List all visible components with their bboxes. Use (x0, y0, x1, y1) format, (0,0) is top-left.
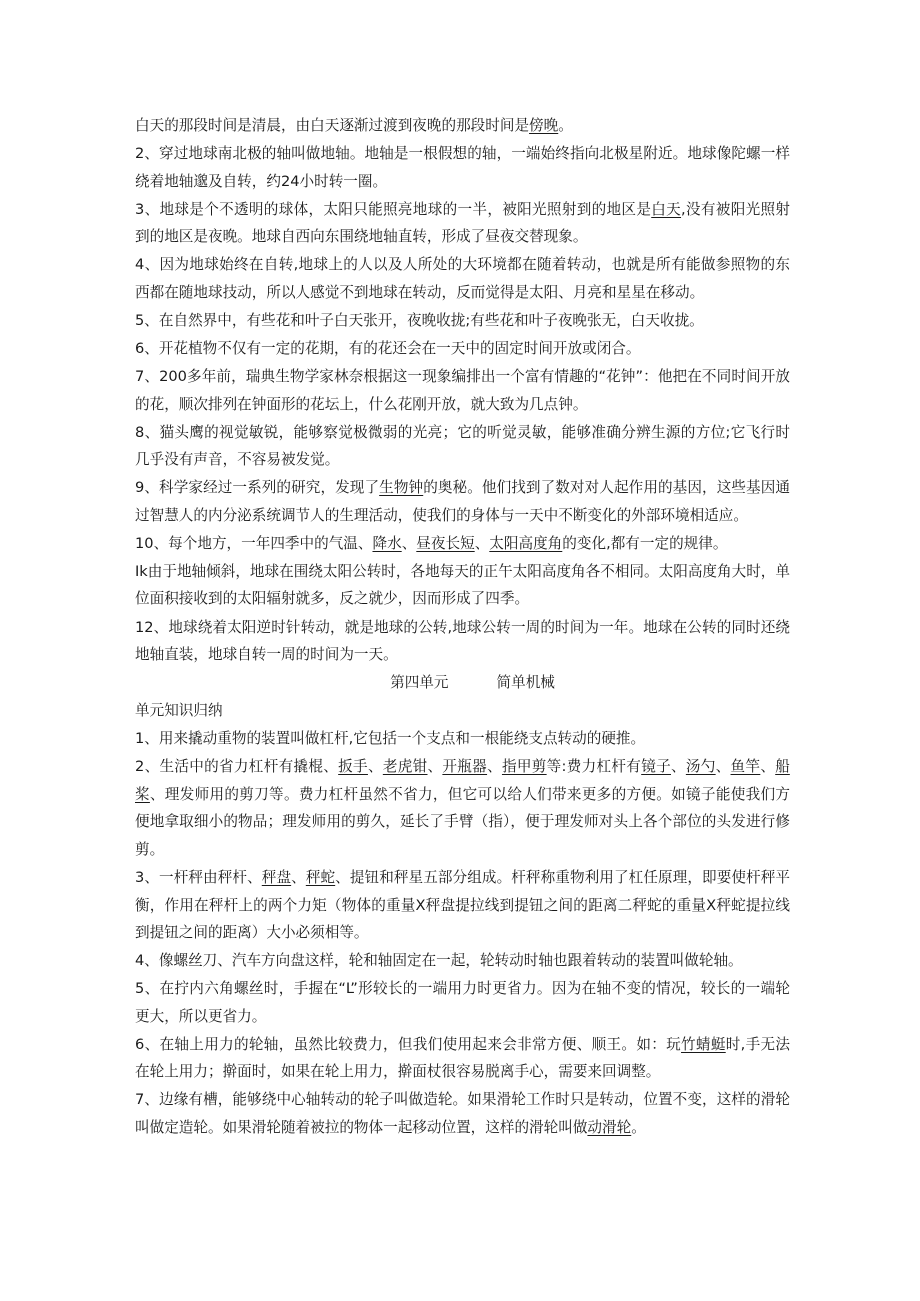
unit-heading (135, 669, 790, 697)
paragraph (135, 251, 790, 306)
section-label: 单元知识归纳 (135, 702, 223, 720)
underlined-term: 船桨 (135, 758, 790, 803)
text-run: 3、一杆秤由秤杆、 (135, 869, 262, 886)
underlined-term: 秤盘 (261, 869, 292, 886)
paragraph (135, 419, 790, 474)
underlined-term: 扳手 (338, 758, 368, 776)
paragraph-group-unit3 (135, 112, 790, 669)
text-run: 4、像螺丝刀、汽车方向盘这样，轮和轴固定在一起，轮转动时轴也跟着转动的装置叫做轮轴。 (135, 952, 743, 970)
text-run: 。 (558, 117, 573, 134)
text-run: 6、开花植物不仅有一定的花期，有的花还会在一天中的固定时间开放或闭合。 (135, 339, 641, 357)
underlined-term: 指甲剪 (501, 758, 547, 776)
text-run: 、理发师用的剪刀等。费力杠杆虽然不省力，但它可以给人们带来更多的方便。如镜子能使我们方便地拿取细小的物品；理发师用的剪久，延长了手臂（指），便于理发师对头上各个部位的头发进行修剪。 (135, 785, 790, 858)
underlined-term: 开瓶器 (442, 758, 488, 776)
paragraph (135, 335, 790, 363)
underlined-term: 太阳高度角 (489, 534, 563, 552)
text-run: 、 (291, 869, 306, 886)
text-run: 8、猫头鹰的视觉敏锐，能够察觉极微弱的光亮；它的听觉灵敏，能够准确分辨生源的方位;它飞行时几乎没有声音，不容易被发觉。 (135, 423, 790, 469)
paragraph (135, 363, 790, 418)
paragraph (135, 558, 790, 613)
paragraph (135, 307, 790, 335)
paragraph (135, 112, 790, 140)
text-run: 9、科学家经过一系列的研究，发现了 (135, 479, 380, 497)
paragraph-group-unit4 (135, 725, 790, 1141)
paragraph (135, 864, 790, 947)
paragraph (135, 196, 790, 251)
text-run: 的奥秘。他们找到了数对对人起作用的基因，这些基因通过智慧人的内分泌系统调节人的生理活动，使我们的身体与一天中不断变化的外部环境相适应。 (135, 479, 790, 524)
paragraph (135, 975, 790, 1030)
paragraph (135, 1031, 790, 1086)
text-run: 、提钮和秤星五部分组成。杆秤称重物利用了杠任原理，即要使杆秤平衡，作用在秤杆上的两个力矩（物体的重量X秤盘提拉线到提钮之间的距离二秤蛇的重量X秤蛇提拉线到提钮之间的距离）大小必须相等。 (135, 869, 790, 941)
text-run: 5、在自然界中，有些花和叶子白天张开，夜晚收拢;有些花和叶子夜晚张无，白天收拢。 (135, 311, 704, 329)
underlined-term: 傍晚 (529, 117, 559, 134)
text-run: 3、地球是个不透明的球体，太阳只能照亮地球的一半，被阳光照射到的地区是 (135, 200, 652, 218)
text-run: 、 (487, 758, 502, 776)
underlined-term: 动滑轮 (587, 1118, 632, 1136)
text-run: 、 (367, 758, 383, 776)
text-run: 2、穿过地球南北极的轴叫做地轴。地轴是一根假想的轴，一端始终指向北极星附近。地球像陀螺一样绕着地轴邈及自转，约24小时转一圈。 (135, 145, 790, 190)
text-run: 、 (427, 758, 443, 776)
paragraph (135, 614, 790, 669)
underlined-term: 镜子 (641, 758, 671, 776)
text-run: 2、生活中的省力杠杆有撬棍、 (135, 758, 339, 776)
paragraph (135, 530, 790, 558)
underlined-term: 鱼竿 (730, 758, 761, 776)
text-run: 4、因为地球始终在自转,地球上的人以及人所处的大环境都在随着转动，也就是所有能做参照物的东西都在随地球技动，所以人感觉不到地球在转动，反而觉得是太阳、月亮和星星在移动。 (135, 256, 790, 301)
text-run: 时,手无法在轮上用力；擀面时，如果在轮上用力，擀面杖很容易脱离手心，需要来回调整。 (135, 1035, 790, 1081)
underlined-term: 竹蜻蜓 (681, 1035, 726, 1053)
unit-title: 简单机械 (496, 674, 555, 692)
text-run: 、 (760, 758, 776, 776)
underlined-term: 汤勺 (685, 758, 716, 776)
text-run: 10、每个地方，一年四季中的气温、 (135, 534, 373, 552)
text-run: ,没有被阳光照射到的地区是夜晚。地球自西向东围绕地轴直转，形成了昼夜交替现象。 (135, 200, 790, 246)
text-run: 的变化,都有一定的规律。 (562, 534, 728, 552)
paragraph (135, 725, 790, 753)
paragraph (135, 140, 790, 195)
paragraph (135, 947, 790, 975)
underlined-term: 生物钟 (379, 479, 424, 497)
text-run: 等:费力杠杆有 (546, 758, 642, 776)
text-run: 5、在拧内六角螺丝时，手握在“L”形较长的一端用力时更省力。因为在轴不变的情况，较长的一端轮更大，所以更省力。 (135, 980, 790, 1025)
underlined-term: 白天 (651, 200, 682, 218)
underlined-term: 昼夜长短 (416, 534, 475, 552)
paragraph (135, 474, 790, 529)
underlined-term: 老虎钳 (382, 758, 428, 776)
text-run: 白天的那段时间是清晨，由白天逐渐过渡到夜晚的那段时间是 (135, 117, 530, 134)
unit-number: 第四单元 (390, 674, 449, 692)
text-run: 、 (401, 534, 417, 552)
text-run: 。 (631, 1118, 646, 1136)
text-run: 1、用来撬动重物的装置叫做杠杆,它包括一个支点和一根能绕支点转动的硬推。 (135, 730, 646, 748)
text-run: 7、200多年前，瑞典生物学家林奈根据这一现象编排出一个富有情趣的“花钟”：他把在不同时间开放的花，顺次排列在钟面形的花坛上，什么花刚开放，就大致为几点钟。 (135, 368, 790, 413)
underlined-term: 降水 (372, 534, 402, 552)
text-run: 、 (670, 758, 686, 776)
paragraph (135, 1086, 790, 1141)
text-run: Ik由于地轴倾斜，地球在围绕太阳公转时，各地每天的正午太阳高度角各不相同。太阳高度角大时，单位面积接收到的太阳辐射就多，反之就少，因而形成了四季。 (135, 562, 790, 608)
text-run: 、 (715, 758, 731, 776)
document-body (135, 112, 790, 1142)
underlined-term: 秤蛇 (305, 869, 336, 886)
text-run: 7、边缘有槽，能够绕中心轴转动的轮子叫做造轮。如果滑轮工作时只是转动，位置不变，这样的滑轮叫做定造轮。如果滑轮随着被拉的物体一起移动位置，这样的滑轮叫做 (135, 1091, 790, 1136)
text-run: 6、在轴上用力的轮轴，虽然比较费力，但我们使用起来会非常方便、顺王。如：玩 (135, 1035, 682, 1053)
paragraph (135, 753, 790, 863)
text-run: 12、地球绕着太阳逆时针转动，就是地球的公转,地球公转一周的时间为一年。地球在公转的同时还绕地轴直装，地球自转一周的时间为一天。 (135, 618, 790, 664)
text-run: 、 (474, 534, 490, 552)
